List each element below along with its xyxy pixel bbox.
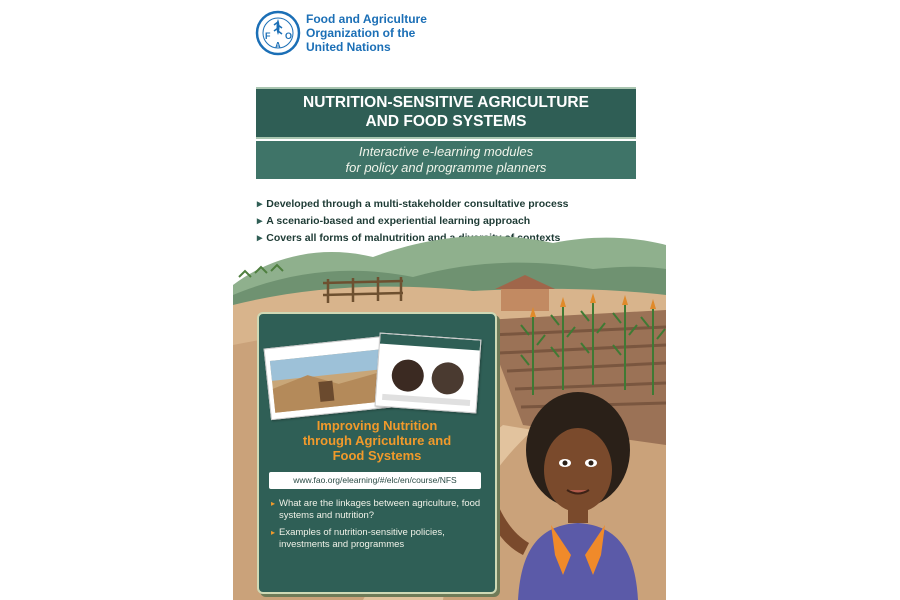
org-name-line: United Nations (306, 40, 391, 54)
svg-text:F: F (265, 31, 271, 41)
subtitle-line: for policy and programme planners (345, 160, 547, 175)
course-screenshot (264, 336, 393, 420)
subtitle (256, 144, 636, 176)
subtitle-line: Interactive e-learning modules (358, 144, 534, 159)
title-line: AND FOOD SYSTEMS (365, 113, 527, 130)
question-list (271, 498, 481, 556)
svg-text:A: A (275, 41, 281, 50)
fao-logo (255, 10, 301, 56)
course-url-link[interactable]: www.fao.org/elearning/#/elc/en/course/NFS (269, 472, 481, 489)
org-name-line: Organization of the (306, 26, 416, 40)
feature-item: ▸ A scenario-based and experiential learning approach (257, 213, 657, 230)
page-title (256, 93, 636, 131)
org-name (306, 12, 506, 54)
subtitle-banner (256, 141, 636, 179)
course-screenshot (375, 333, 482, 414)
feature-item: ▸ Developed through a multi-stakeholder consultative process (257, 196, 657, 213)
svg-text:O: O (285, 31, 293, 41)
poster (233, 0, 666, 600)
course-title-line: Improving Nutrition (316, 418, 438, 433)
org-name-line: Food and Agriculture (306, 12, 427, 26)
course-panel (257, 312, 497, 594)
title-line: NUTRITION-SENSITIVE AGRICULTURE (303, 94, 589, 111)
feature-item: ▸ Covers all forms of malnutrition and a diversity of contexts (257, 230, 657, 247)
question-item: ▸ Examples of nutrition-sensitive policies, investments and programmes (271, 527, 481, 550)
question-item: ▸ What are the linkages between agriculture, food systems and nutrition? (271, 498, 481, 521)
course-title-line: through Agriculture and (302, 433, 452, 448)
title-banner (256, 87, 636, 139)
course-title-line: Food Systems (332, 448, 422, 463)
course-title (259, 418, 495, 463)
